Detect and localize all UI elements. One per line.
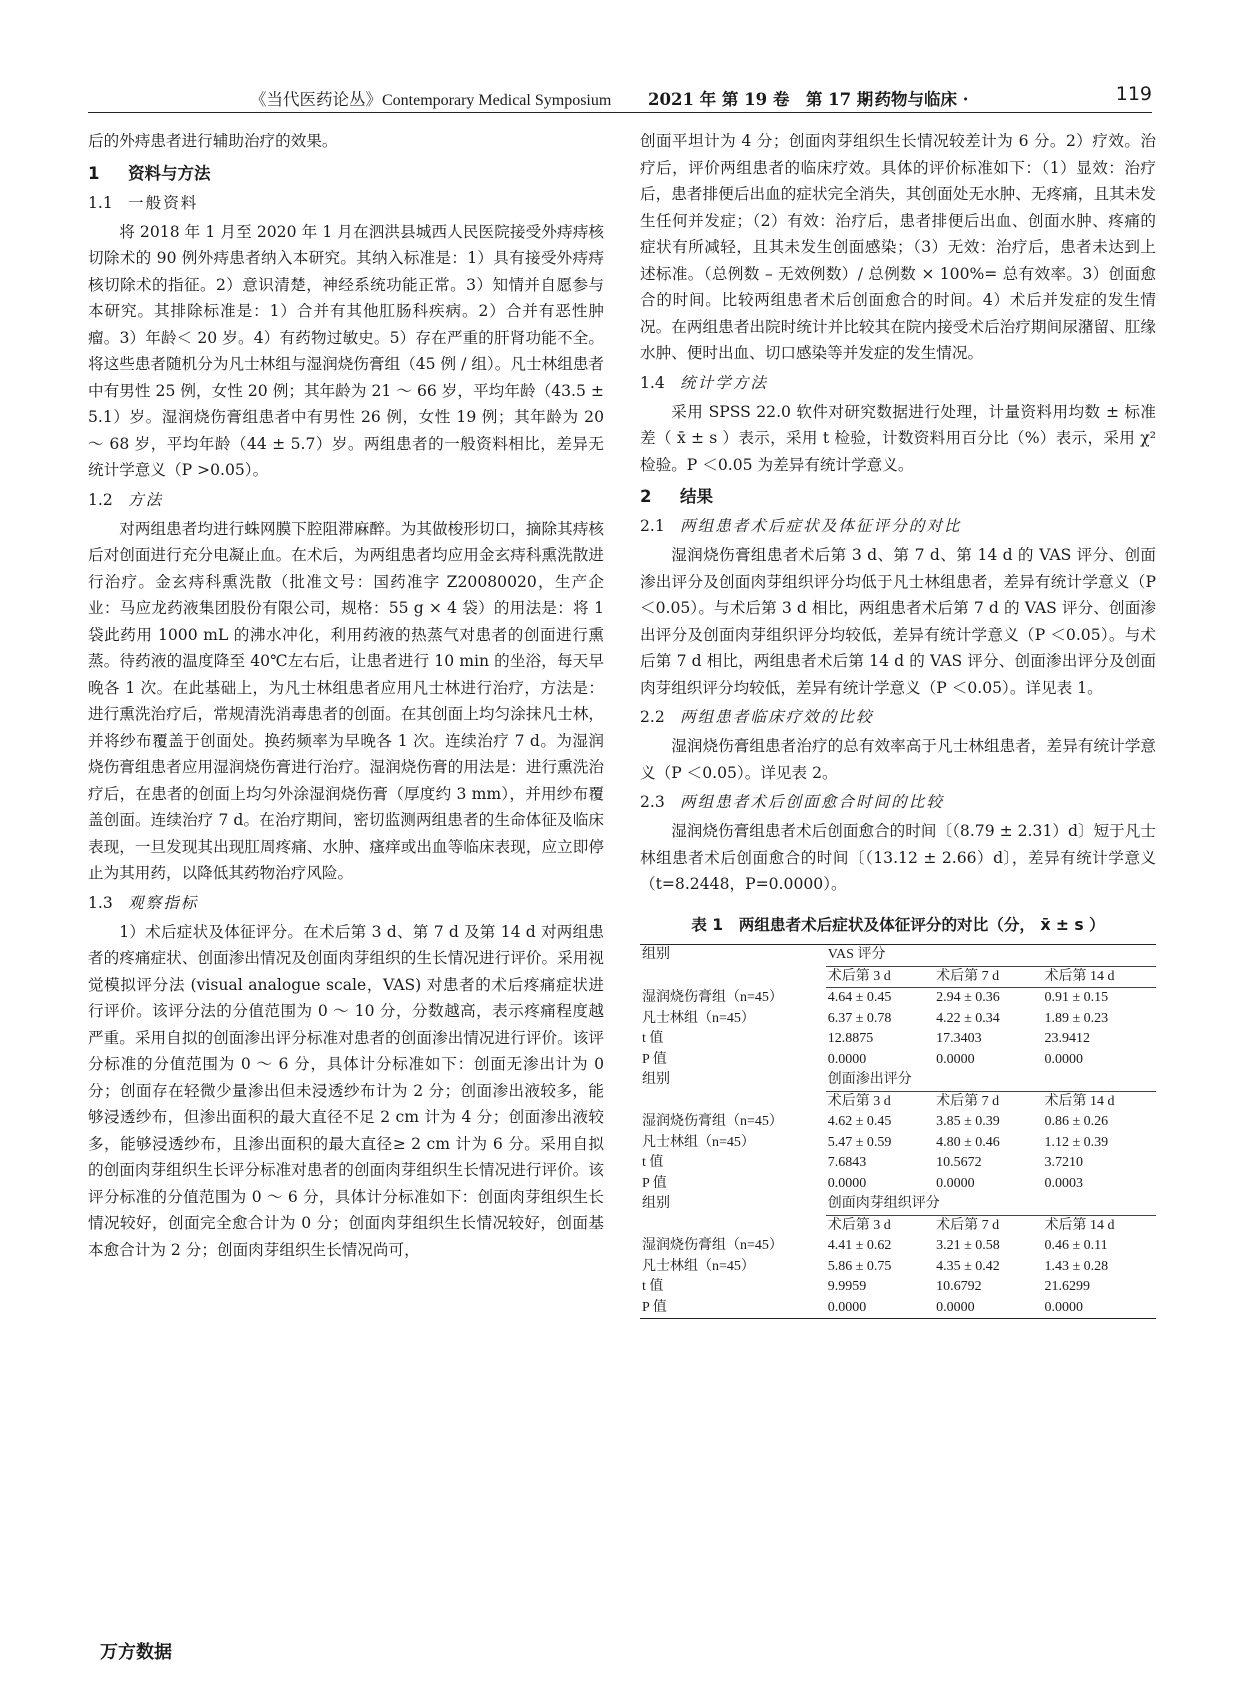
- table-cell: 0.0003: [1044, 1175, 1083, 1191]
- subsection-heading: [88, 890, 604, 917]
- table-cell: 3.7210: [1044, 1155, 1083, 1170]
- footer-watermark: 万方数据: [100, 1642, 172, 1663]
- table-section-title-row: [640, 1194, 1156, 1215]
- table-row-label: t 值: [642, 1155, 664, 1170]
- paragraph: 湿润烧伤膏组患者治疗的总有效率高于凡士林组患者，差异有统计学意义（P ＜0.05）。详见表 2。: [640, 737, 1156, 782]
- section-label: · 药物与临床 ·: [863, 90, 969, 109]
- section-heading: [88, 160, 604, 187]
- table-row: [640, 1257, 1156, 1278]
- table-cell: 12.8875: [827, 1031, 874, 1046]
- issue-info: 2021 年 第 19 卷 第 17 期: [648, 90, 874, 109]
- table-header-spacer: [640, 1215, 826, 1236]
- table-row: [640, 1133, 1156, 1154]
- table-cell: 7.6843: [827, 1155, 867, 1170]
- table-header-cell: 术后第 14 d: [1044, 1217, 1115, 1233]
- subsection-title: 两组患者术后症状及体征评分的对比: [680, 517, 962, 535]
- subsection-heading: [640, 704, 1156, 731]
- table-row: [640, 1153, 1156, 1174]
- subsection-heading: [640, 789, 1156, 816]
- table-section-title-row: [640, 1070, 1156, 1091]
- table-cell: 0.0000: [1044, 1051, 1083, 1067]
- table-row-label: P 值: [640, 1298, 826, 1319]
- right-column: [640, 128, 1156, 1319]
- subsection-title: 两组患者临床疗效的比较: [680, 708, 874, 726]
- paragraph: 采用 SPSS 22.0 软件对研究数据进行处理，计量资料用均数 ± 标准差（ x̄ ± s ）表示，采用 t 检验，计数资料用百分比（%）表示，采用 χ² 检验。P ＜0.05 为差异有统计学意义。: [640, 402, 1156, 474]
- table-header-cell: 术后第 3 d: [826, 966, 934, 988]
- table-row-label: 湿润烧伤膏组（n=45）: [642, 1238, 783, 1253]
- table-cell: 0.91 ± 0.15: [1044, 990, 1109, 1005]
- table-header-cell: 术后第 14 d: [1044, 1093, 1115, 1109]
- subsection-heading: [88, 190, 604, 217]
- table-row-label: t 值: [642, 1031, 664, 1046]
- table-row-label: t 值: [642, 1279, 664, 1294]
- subsection-title: 统计学方法: [680, 373, 768, 392]
- table-header-cell: 术后第 14 d: [1042, 966, 1156, 988]
- subsection-number: 2.1: [640, 517, 665, 535]
- table-cell: 4.80 ± 0.46: [936, 1134, 1000, 1150]
- table-cell: 0.86 ± 0.26: [1044, 1114, 1109, 1129]
- table-cell: 6.37 ± 0.78: [827, 1010, 892, 1026]
- table-cell: 1.89 ± 0.23: [1044, 1010, 1109, 1026]
- subsection-title: 方法: [128, 490, 164, 509]
- subsection-number: 1.4: [640, 373, 665, 392]
- table-row: [640, 1298, 1156, 1319]
- table-row: [640, 1174, 1156, 1195]
- paragraph: 创面平坦计为 4 分；创面肉芽组织生长情况较差计为 6 分。2）疗效。治疗后，评价两组患者的临床疗效。具体的评价标准如下：（1）显效：治疗后，患者排便后出血的症状完全消失，其创面处无水肿、无疼痛，且其未发生任何并发症；（2）有效：治疗后，患者排便后出血、创面水肿、疼痛的症状有所减轻，且其未发生创面感染；（3）无效：治疗后，患者未达到上述标准。（总例数 – 无效例数）/ 总例数 × 100%= 总有效率。3）创面愈合的时间。比较两组患者术后创面愈合的时间。4）术后并发症的发生情况。在两组患者出院时统计并比较其在院内接受术后治疗期间尿潴留、肛缘水肿、便时出血、切口感染等并发症的发生情况。: [640, 132, 1156, 362]
- table-cell: 3.21 ± 0.58: [936, 1238, 1000, 1253]
- table-cell: 10.6792: [936, 1279, 982, 1294]
- table-header-cell: 术后第 3 d: [827, 1217, 891, 1233]
- section-number: 2: [640, 487, 652, 506]
- table-row-label: 凡士林组（n=45）: [642, 1134, 755, 1150]
- table-section-title: 创面渗出评分: [826, 1070, 1156, 1091]
- table-row: [640, 1112, 1156, 1133]
- table-header-row: [640, 1215, 1156, 1236]
- table-header-spacer: [640, 1091, 826, 1112]
- table-section-title: 创面肉芽组织评分: [826, 1194, 1156, 1215]
- table-cell: 5.47 ± 0.59: [827, 1134, 892, 1150]
- journal-name-cn: 《当代医药论丛》: [250, 90, 382, 109]
- table-cell: 3.85 ± 0.39: [936, 1114, 1000, 1129]
- table-cell: 0.0000: [936, 1051, 975, 1067]
- table-group-label: 组别: [642, 1196, 670, 1211]
- paragraph: 后的外痔患者进行辅助治疗的效果。: [88, 132, 338, 150]
- table-cell: 0.0000: [936, 1175, 975, 1191]
- subsection-title: 两组患者术后创面愈合时间的比较: [680, 793, 944, 811]
- left-column: [88, 128, 604, 1263]
- table-row-label: 湿润烧伤膏组（n=45）: [642, 1114, 783, 1129]
- section-heading: [640, 483, 1156, 510]
- table-row: [640, 1029, 1156, 1050]
- table-cell: 0.0000: [827, 1175, 867, 1191]
- table-row: [640, 988, 1156, 1009]
- table-cell: 1.12 ± 0.39: [1044, 1134, 1109, 1150]
- table-row: [640, 1236, 1156, 1257]
- subsection-heading: [640, 370, 1156, 397]
- table-row: [640, 1277, 1156, 1298]
- subsection-title: 一般资料: [128, 193, 199, 212]
- table-section-title-row: [640, 945, 1156, 967]
- table-row-label: 湿润烧伤膏组（n=45）: [642, 989, 783, 1005]
- table-cell: 2.94 ± 0.36: [936, 990, 1000, 1005]
- table-header-cell: 术后第 7 d: [936, 1217, 1000, 1233]
- table-row-label: 凡士林组（n=45）: [642, 1258, 755, 1274]
- subsection-number: 2.3: [640, 793, 665, 811]
- paragraph: 将 2018 年 1 月至 2020 年 1 月在泗洪县城西人民医院接受外痔痔核切除术的 90 例外痔患者纳入本研究。其纳入标准是：1）具有接受外痔痔核切除术的指征。2）意识清楚，神经系统功能正常。3）知情并自愿参与本研究。其排除标准是：1）合并有其他肛肠科疾病。2）合并有恶性肿瘤。3）年龄＜ 20 岁。4）有药物过敏史。5）存在严重的肝肾功能不全。将这些患者随机分为凡士林组与湿润烧伤膏组（45 例 / 组）。凡士林组患者中有男性 25 例，女性 20 例；其年龄为 21 ～ 66 岁，平均年龄（43.5 ± 5.1）岁。湿润烧伤膏组患者中有男性 26 例，女性 19 例；其年龄为 20 ～ 68 岁，平均年龄（44 ± 5.7）岁。两组患者的一般资料相比，差异无统计学意义（P >0.05）。: [88, 222, 604, 479]
- subsection-number: 1.3: [88, 893, 113, 912]
- table-cell: 5.86 ± 0.75: [827, 1258, 892, 1274]
- table-group-label: 组别: [640, 945, 826, 967]
- table-cell: 9.9959: [827, 1279, 867, 1294]
- journal-name-en: Contemporary Medical Symposium: [382, 92, 612, 109]
- table-cell: 4.64 ± 0.45: [827, 990, 892, 1005]
- subsection-title: 观察指标: [128, 893, 199, 912]
- table-row: [640, 1009, 1156, 1030]
- subsection-heading: [640, 513, 1156, 540]
- page-number: 119: [1115, 83, 1152, 105]
- table-cell: 23.9412: [1044, 1031, 1090, 1046]
- table-cell: 4.41 ± 0.62: [827, 1238, 892, 1253]
- table-header-row: [640, 1091, 1156, 1112]
- subsection-heading: [88, 487, 604, 514]
- table-cell: 4.22 ± 0.34: [936, 1010, 1000, 1026]
- table-row-label: P 值: [642, 1051, 667, 1067]
- table-body: [640, 945, 1156, 1319]
- table-header-cell: 术后第 7 d: [936, 1093, 1000, 1109]
- results-table: [640, 944, 1156, 1319]
- section-title: 结果: [680, 487, 713, 506]
- paragraph: 1）术后症状及体征评分。在术后第 3 d、第 7 d 及第 14 d 对两组患者的疼痛症状、创面渗出情况及创面肉芽组织的生长情况进行评价。采用视觉模拟评分法 (visual analogue scale，VAS) 对患者的术后疼痛症状进行评价。该评分法的分值范围为 0 ～ 10 分，分数越高，表示疼痛程度越严重。采用自拟的创面渗出评分标准对患者的创面渗出情况进行评价。该评分标准的分值范围为 0 ～ 6 分，具体计分标准如下：创面无渗出计为 0 分；创面存在轻微少量渗出但未浸透纱布计为 2 分；创面渗出液较多，能够浸透纱布，但渗出面积的最大直径不足 2 cm 计为 4 分；创面渗出液较多，能够浸透纱布，且渗出面积的最大直径≥ 2 cm 计为 6 分。采用自拟的创面肉芽组织生长评分标准对患者的创面肉芽组织生长情况进行评价。该评分标准的分值范围为 0 ～ 6 分，具体计分标准如下：创面肉芽组织生长情况较好，创面完全愈合计为 0 分；创面肉芽组织生长情况较好，创面基本愈合计为 2 分；创面肉芽组织生长情况尚可，: [88, 922, 604, 1259]
- table-cell: 17.3403: [936, 1031, 982, 1046]
- table-header-cell: 术后第 7 d: [934, 966, 1042, 988]
- paragraph: 湿润烧伤膏组患者术后创面愈合的时间〔（8.79 ± 2.31）d〕短于凡士林组患者术后创面愈合的时间〔（13.12 ± 2.66）d〕，差异有统计学意义（t=8.2448，P=0.0000）。: [640, 822, 1156, 893]
- paragraph: 对两组患者均进行蛛网膜下腔阻滞麻醉。为其做梭形切口，摘除其痔核后对创面进行充分电凝止血。在术后，为两组患者均应用金玄痔科熏洗散进行治疗。金玄痔科熏洗散（批准文号：国药准字 Z20080020，生产企业：马应龙药液集团股份有限公司，规格：55 g × 4 袋）的用法是：将 1 袋此药用 1000 mL 的沸水冲化，利用药液的热蒸气对患者的创面进行熏蒸。待药液的温度降至 40℃左右后，让患者进行 10 min 的坐浴，每天早晚各 1 次。在此基础上，为凡士林组患者应用凡士林进行治疗，方法是：进行熏洗治疗后，常规清洗消毒患者的创面。在其创面上均匀涂抹凡士林，并将纱布覆盖于创面处。换药频率为早晚各 1 次。连续治疗 7 d。为湿润烧伤膏组患者应用湿润烧伤膏进行治疗。湿润烧伤膏的用法是：进行熏洗治疗后，在患者的创面上均匀外涂湿润烧伤膏（厚度约 3 mm），并用纱布覆盖创面。连续治疗 7 d。在治疗期间，密切监测两组患者的生命体征及临床表现，一旦发现其出现肛周疼痛、水肿、瘙痒或出血等临床表现，应立即停止为其用药，以降低其药物治疗风险。: [88, 519, 604, 882]
- table-header-row: [640, 966, 1156, 988]
- table-cell: 0.46 ± 0.11: [1044, 1238, 1108, 1253]
- paragraph: 湿润烧伤膏组患者术后第 3 d、第 7 d、第 14 d 的 VAS 评分、创面渗出评分及创面肉芽组织评分均低于凡士林组患者，差异有统计学意义（P ＜0.05）。与术后第 3 d 相比，两组患者术后第 7 d 的 VAS 评分、创面渗出评分及创面肉芽组织评分均较低，差异有统计学意义（P ＜0.05）。与术后第 7 d 相比，两组患者术后第 14 d 的 VAS 评分、创面渗出评分及创面肉芽组织评分均较低，差异有统计学意义（P ＜0.05）。详见表 1。: [640, 546, 1156, 697]
- table-header-cell: 术后第 3 d: [827, 1093, 891, 1109]
- table-cell: 21.6299: [1044, 1279, 1090, 1294]
- table-cell: 0.0000: [934, 1298, 1042, 1319]
- table-row-label: 凡士林组（n=45）: [642, 1010, 755, 1026]
- table-cell: 0.0000: [1042, 1298, 1156, 1319]
- table-group-label: 组别: [642, 1072, 670, 1087]
- table-section-title: VAS 评分: [826, 945, 1156, 967]
- table-cell: 0.0000: [826, 1298, 934, 1319]
- table-cell: 10.5672: [936, 1155, 982, 1170]
- subsection-number: 1.1: [88, 193, 113, 212]
- section-title: 资料与方法: [128, 163, 211, 183]
- table-cell: 1.43 ± 0.28: [1044, 1258, 1109, 1274]
- subsection-number: 1.2: [88, 490, 113, 509]
- table-row: [640, 1050, 1156, 1071]
- journal-name: [250, 86, 611, 110]
- running-header: [88, 82, 1152, 113]
- table-cell: 4.62 ± 0.45: [827, 1114, 892, 1129]
- table-row-label: P 值: [642, 1175, 667, 1191]
- table-header-spacer: [640, 966, 826, 988]
- section-number: 1: [88, 163, 100, 183]
- table-caption: 表 1 两组患者术后症状及体征评分的对比（分， x̄ ± s ）: [691, 915, 1105, 934]
- table-cell: 4.35 ± 0.42: [936, 1258, 1000, 1274]
- table-cell: 0.0000: [827, 1051, 867, 1067]
- subsection-number: 2.2: [640, 708, 665, 726]
